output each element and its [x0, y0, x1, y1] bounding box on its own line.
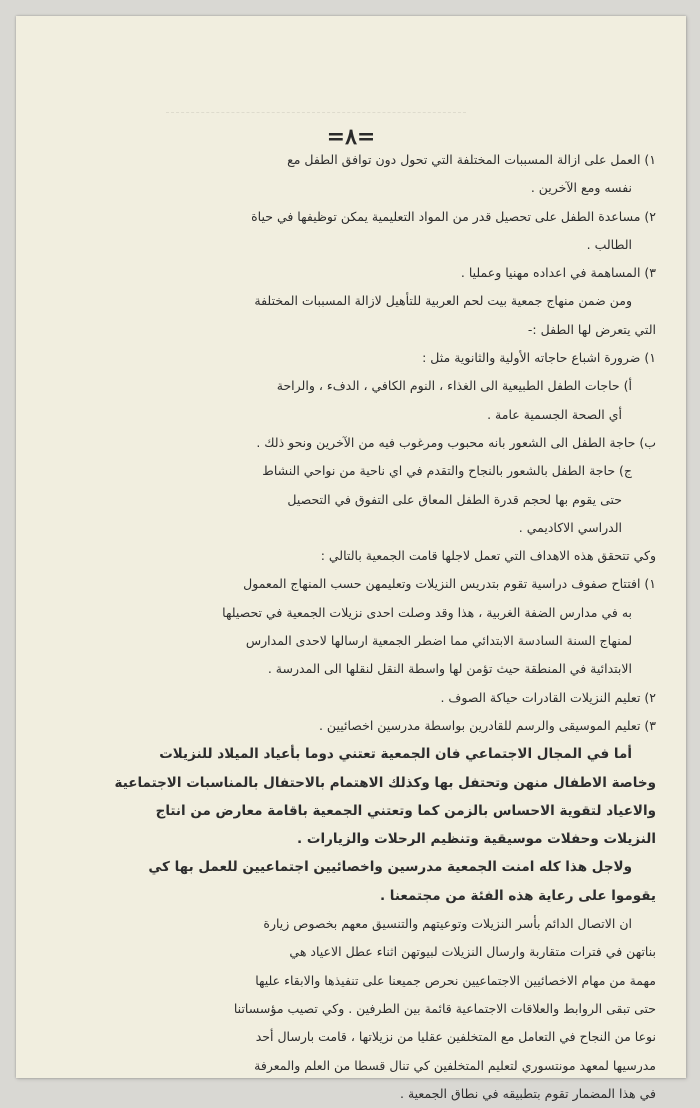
text-line: نفسه ومع الآخرين . [530, 180, 632, 196]
text-line: أ) حاجات الطفل الطبيعية الى الغذاء ، النوم الكافي ، الدفء ، والراحة [276, 378, 632, 394]
text-line: أي الصحة الجسمية عامة . [487, 406, 622, 422]
text-line: وكي تتحقق هذه الاهداف التي تعمل لاجلها قامت الجمعية بالتالي : [320, 548, 656, 564]
text-line: ٣) المساهمة في اعداده مهنيا وعمليا . [460, 265, 656, 281]
text-line: مهمة من مهام الاخصائيين الاجتماعيين نحرص جميعنا على تنفيذها والابقاء عليها [255, 972, 656, 988]
text-line: الطالب . [586, 236, 632, 252]
text-line: ٢) تعليم النزيلات القادرات حياكة الصوف . [440, 689, 656, 705]
text-line: مدرسيها لمعهد مونتسوري لتعليم المتخلفين كي تنال قسطا من العلم والمعرفة [254, 1057, 656, 1073]
page-number-value: ٨ [345, 124, 357, 150]
text-line: ١) ضرورة اشباع حاجاته الأولية والثانوية مثل : [422, 350, 656, 366]
text-line: والاعياد لتقوية الاحساس بالزمن كما وتعتني الجمعية باقامة معارض من انتاج [155, 802, 656, 819]
text-line: ب) حاجة الطفل الى الشعور بانه محبوب ومرغوب فيه من الآخرين ونحو ذلك . [256, 434, 656, 450]
fold-crease [166, 112, 466, 123]
document-body [56, 146, 656, 1108]
text-line: ١) افتتاح صفوف دراسية تقوم بتدريس النزيلات وتعليمهن حسب المنهاج المعمول [243, 576, 656, 592]
text-line: أما في المجال الاجتماعي فان الجمعية تعتني دوما بأعياد الميلاد للنزيلات [159, 746, 632, 763]
text-line: نوعا من النجاح في التعامل مع المتخلفين عقليا من نزيلاتها ، قامت بارسال أحد [255, 1029, 656, 1045]
text-line: به في مدارس الضفة الغربية ، هذا وقد وصلت احدى نزيلات الجمعية في تحصيلها [222, 604, 632, 620]
text-line: حتى تبقى الروابط والعلاقات الاجتماعية قائمة بين الطرفين . وكي تصيب مؤسساتنا [233, 1000, 656, 1016]
text-line: التي يتعرض لها الطفل :- [527, 321, 656, 337]
text-line: ومن ضمن منهاج جمعية بيت لحم العربية للتأهيل لازالة المسببات المختلفة [254, 293, 632, 309]
text-line: ١) العمل على ازالة المسببات المختلفة التي تحول دون توافق الطفل مع [287, 152, 656, 167]
text-line: النزيلات وحفلات موسيقية وتنظيم الرحلات والزيارات . [297, 831, 656, 848]
text-line: وخاصة الاطفال منهن وتحتفل بها وكذلك الاهتمام بالاحتفال بالمناسبات الاجتماعية [114, 774, 656, 791]
text-line: في هذا المضمار تقوم بتطبيقه في نطاق الجمعية . [400, 1085, 656, 1101]
text-line: ج) حاجة الطفل بالشعور بالنجاح والتقدم في اي ناحية من نواحي النشاط [262, 463, 632, 479]
page-number: =٨= [326, 124, 376, 150]
document-page [16, 16, 686, 1101]
text-line: ٢) مساعدة الطفل على تحصيل قدر من المواد التعليمية يمكن توظيفها في حياة [251, 208, 656, 224]
text-line: ان الاتصال الدائم بأسر النزيلات وتوعيتهم والتنسيق معهم بخصوص زيارة [263, 916, 632, 932]
text-line: لمنهاج السنة السادسة الابتدائي مما اضطر الجمعية ارسالها لاحدى المدارس [245, 633, 632, 649]
text-line: بناتهن في فترات متقاربة وارسال النزيلات لبيوتهن اثناء عطل الاعياد هي [289, 944, 656, 960]
text-line: الابتدائية في المنطقة حيث تؤمن لها واسطة النقل لنقلها الى المدرسة . [267, 661, 632, 677]
text-line: يقوموا على رعاية هذه الفئة من مجتمعنا . [379, 887, 656, 904]
text-line: الدراسي الاكاديمي . [518, 519, 622, 535]
text-line: حتى يقوم بها لحجم قدرة الطفل المعاق على التفوق في التحصيل [287, 491, 622, 507]
text-line: ٣) تعليم الموسيقى والرسم للقادرين بواسطة مدرسين اخصائيين . [318, 717, 656, 733]
text-line: ولاجل هذا كله امنت الجمعية مدرسين واخصائيين اجتماعيين للعمل بها كي [148, 859, 632, 876]
